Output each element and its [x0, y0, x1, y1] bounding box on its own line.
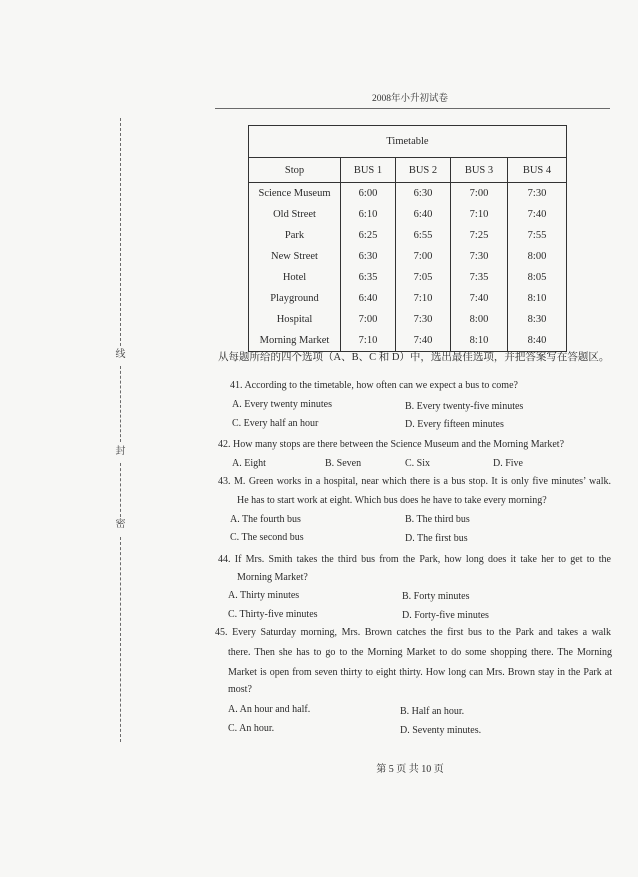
question-45-option-a: A. An hour and half.: [228, 704, 311, 715]
bus-time-cell: 7:00: [451, 183, 508, 205]
section-instruction: 从每题所给的四个选项（A、B、C 和 D）中，选出最佳选项，并把答案写在答题区。: [218, 352, 610, 363]
question-45-option-c: C. An hour.: [228, 723, 275, 734]
bus-time-cell: 8:05: [508, 267, 567, 288]
question-44-option-c: C. Thirty-five minutes: [228, 609, 318, 620]
timetable: [248, 125, 567, 352]
question-43-option-b: B. The third bus: [405, 514, 470, 525]
question-45-stem-line-4: most?: [228, 684, 252, 695]
bus-time-cell: 7:30: [396, 309, 451, 330]
bus-time-cell: 6:00: [341, 183, 396, 205]
bus-time-cell: 8:10: [508, 288, 567, 309]
bus-time-cell: 7:25: [451, 225, 508, 246]
question-44-stem-line-2: Morning Market?: [237, 572, 308, 583]
bus-time-cell: 6:40: [396, 204, 451, 225]
question-43-option-c: C. The second bus: [230, 532, 304, 543]
bus-time-cell: 7:40: [451, 288, 508, 309]
bus-time-cell: 8:00: [508, 246, 567, 267]
binding-line-char: 线: [115, 349, 126, 360]
bus-time-cell: 7:55: [508, 225, 567, 246]
bus-time-cell: 7:40: [396, 330, 451, 352]
question-42-stem: [218, 438, 564, 452]
question-43-stem-line-2: He has to start work at eight. Which bus does he have to take every morning?: [237, 495, 547, 506]
question-41-option-c: C. Every half an hour: [232, 418, 319, 429]
bus-time-cell: 7:00: [396, 246, 451, 267]
timetable-row: [249, 183, 567, 205]
stop-name-cell: Morning Market: [249, 330, 341, 352]
question-42-option-d: D. Five: [493, 458, 523, 469]
question-number: 45.: [215, 627, 228, 638]
timetable-row: [249, 225, 567, 246]
question-41-option-d: D. Every fifteen minutes: [405, 419, 504, 430]
stop-name-cell: Hospital: [249, 309, 341, 330]
timetable-row: [249, 267, 567, 288]
question-text: M. Green works in a hospital, near which there is a bus stop. It is only five minutes’ walk.: [233, 476, 611, 487]
bus-time-cell: 6:25: [341, 225, 396, 246]
stop-name-cell: Playground: [249, 288, 341, 309]
question-number: 41.: [230, 380, 243, 391]
bus-time-cell: 8:40: [508, 330, 567, 352]
bus-time-cell: 7:40: [508, 204, 567, 225]
question-42-option-a: A. Eight: [232, 458, 266, 469]
question-43-stem: [218, 475, 611, 489]
bus-time-cell: 7:10: [396, 288, 451, 309]
question-number: 44.: [218, 554, 231, 565]
bus-time-cell: 6:55: [396, 225, 451, 246]
column-header-stop: Stop: [249, 158, 341, 183]
column-header-bus-4: BUS 4: [508, 158, 567, 183]
binding-secret-char: 密: [115, 519, 126, 530]
question-44-option-a: A. Thirty minutes: [228, 590, 300, 601]
question-number: 42.: [218, 439, 231, 450]
header-rule: [215, 108, 610, 109]
question-41-option-b: B. Every twenty-five minutes: [405, 401, 524, 412]
column-header-bus-3: BUS 3: [451, 158, 508, 183]
timetable-title-row: [249, 126, 567, 158]
timetable-row: [249, 309, 567, 330]
question-text: How many stops are there between the Science Museum and the Morning Market?: [233, 439, 565, 450]
timetable-row: [249, 246, 567, 267]
question-44-option-d: D. Forty-five minutes: [402, 610, 489, 621]
question-43-option-d: D. The first bus: [405, 533, 468, 544]
question-42-option-b: B. Seven: [325, 458, 362, 469]
bus-time-cell: 7:00: [341, 309, 396, 330]
timetable-row: [249, 288, 567, 309]
question-number: 43.: [218, 476, 231, 487]
question-text: According to the timetable, how often can we expect a bus to come?: [244, 380, 518, 391]
question-44-option-b: B. Forty minutes: [402, 591, 470, 602]
bus-time-cell: 8:30: [508, 309, 567, 330]
timetable-row: [249, 204, 567, 225]
binding-line-segment: [120, 118, 121, 346]
question-43-option-a: A. The fourth bus: [230, 514, 301, 525]
stop-name-cell: Old Street: [249, 204, 341, 225]
bus-time-cell: 7:35: [451, 267, 508, 288]
stop-name-cell: New Street: [249, 246, 341, 267]
column-header-bus-2: BUS 2: [396, 158, 451, 183]
question-text: If Mrs. Smith takes the third bus from the Park, how long does it take her to get to the: [234, 554, 611, 565]
bus-time-cell: 7:05: [396, 267, 451, 288]
bus-time-cell: 7:30: [508, 183, 567, 205]
exam-header-title: 2008年小升初试卷: [371, 94, 448, 104]
bus-time-cell: 7:10: [341, 330, 396, 352]
stop-name-cell: Science Museum: [249, 183, 341, 205]
bus-time-cell: 6:40: [341, 288, 396, 309]
question-45-stem-line-2: there. Then she has to go to the Morning Market to do some shopping there. The Morning: [228, 647, 612, 658]
question-41-option-a: A. Every twenty minutes: [232, 399, 332, 410]
bus-time-cell: 6:35: [341, 267, 396, 288]
timetable-header-row: [249, 158, 567, 183]
question-44-stem: [218, 553, 611, 567]
binding-line-segment: [120, 366, 121, 442]
timetable-title: Timetable: [249, 126, 567, 158]
bus-time-cell: 7:30: [451, 246, 508, 267]
question-42-option-c: C. Six: [405, 458, 431, 469]
question-45-option-b: B. Half an hour.: [400, 706, 465, 717]
bus-time-cell: 6:30: [396, 183, 451, 205]
question-45-option-d: D. Seventy minutes.: [400, 725, 482, 736]
bus-time-cell: 6:10: [341, 204, 396, 225]
bus-time-cell: 8:00: [451, 309, 508, 330]
binding-line-segment: [120, 463, 121, 517]
bus-time-cell: 6:30: [341, 246, 396, 267]
bus-time-cell: 7:10: [451, 204, 508, 225]
question-45-stem-line-3: Market is open from seven thirty to eight thirty. How long can Mrs. Brown stay in the Park at: [228, 667, 612, 678]
column-header-bus-1: BUS 1: [341, 158, 396, 183]
stop-name-cell: Hotel: [249, 267, 341, 288]
stop-name-cell: Park: [249, 225, 341, 246]
question-text: Every Saturday morning, Mrs. Brown catches the first bus to the Park and takes a walk: [232, 627, 612, 638]
binding-seal-char: 封: [115, 446, 126, 457]
question-45-stem: [215, 626, 611, 640]
binding-line-segment: [120, 537, 121, 742]
page-number-footer: 第 5 页 共 10 页: [376, 764, 444, 775]
timetable-row: [249, 330, 567, 352]
question-41-stem: [230, 379, 518, 393]
bus-time-cell: 8:10: [451, 330, 508, 352]
